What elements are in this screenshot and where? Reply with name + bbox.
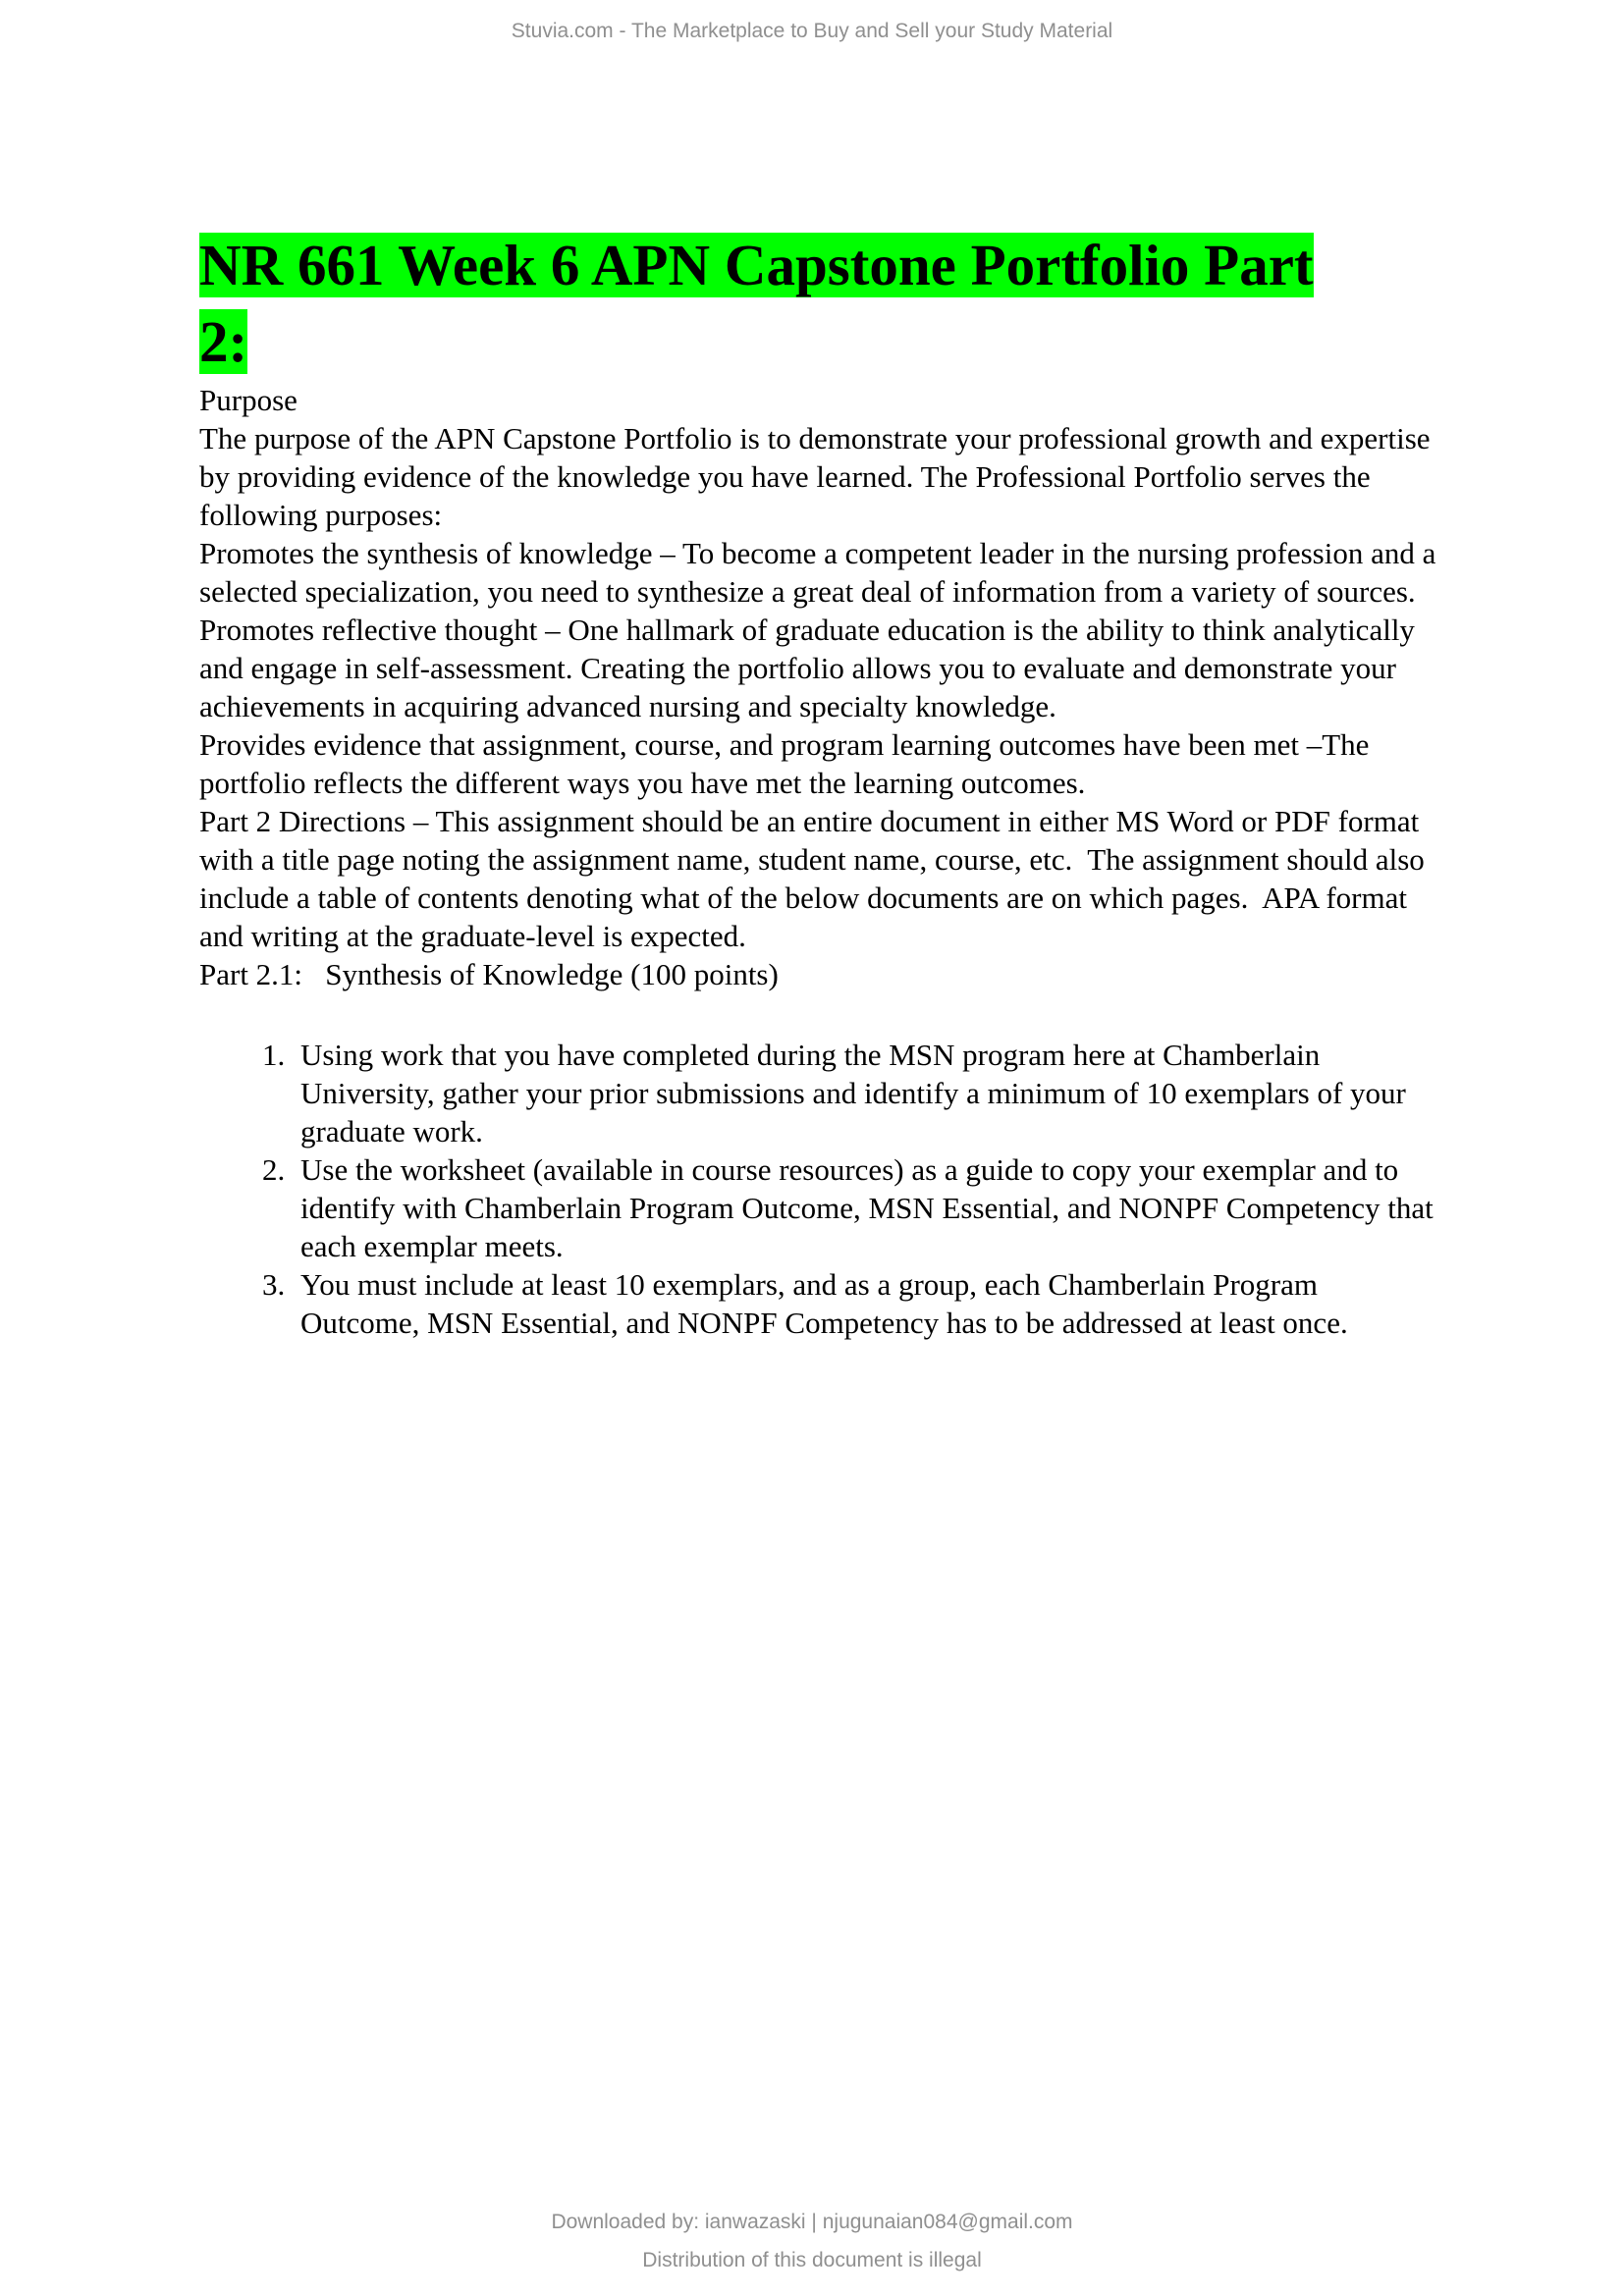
site-watermark-header: Stuvia.com - The Marketplace to Buy and Sell your Study Material <box>511 20 1113 42</box>
promotes-reflective-paragraph: Promotes reflective thought – One hallmark of graduate education is the ability to think analytically and engage in self-assessment. Creating the portfolio allows you to evaluate and demonstrate your achievements in acquiring advanced nursing and specialty knowledge. <box>199 613 1415 724</box>
list-item-2: 2. Use the worksheet (available in course resources) as a guide to copy your exemplar and to identify with Chamberlain Program Outcome, MSN Essential, and NONPF Competency that each exemplar meets. <box>293 1150 1442 1265</box>
document-content <box>199 0 1442 1342</box>
synthesis-instructions-list <box>199 1036 1442 1342</box>
part21-heading: Part 2.1: Synthesis of Knowledge (100 points) <box>199 957 779 992</box>
purpose-paragraph: The purpose of the APN Capstone Portfolio is to demonstrate your professional growth and expertise by providing evidence of the knowledge you have learned. The Professional Portfolio serves the following purposes: <box>199 420 1431 532</box>
list-item-3: 3. You must include at least 10 exemplars, and as a group, each Chamberlain Program Outcome, MSN Essential, and NONPF Competency has to be addressed at least once. <box>293 1265 1442 1342</box>
part2-directions-paragraph: Part 2 Directions – This assignment should be an entire document in either MS Word or PDF format with a title page noting the assignment name, student name, course, etc. The assignment should also include a table of contents denoting what of the below documents are on which pages. APA format and writing at the graduate-level is expected. <box>199 804 1425 954</box>
document-title <box>199 228 1442 381</box>
title-line-2: 2: <box>199 308 248 374</box>
footer-downloaded-by: Downloaded by: ianwazaski | njugunaian084@gmail.com <box>551 2211 1073 2234</box>
list-item-1: 1. Using work that you have completed during the MSN program here at Chamberlain University, gather your prior submissions and identify a minimum of 10 exemplars of your graduate work. <box>293 1036 1442 1150</box>
promotes-synthesis-paragraph: Promotes the synthesis of knowledge – To become a competent leader in the nursing profession and a selected specialization, you need to synthesize a great deal of information from a variety of sources. <box>199 535 1436 609</box>
provides-evidence-paragraph: Provides evidence that assignment, course, and program learning outcomes have been met –The portfolio reflects the different ways you have met the learning outcomes. <box>199 727 1370 801</box>
purpose-heading: Purpose <box>199 382 298 417</box>
document-footer <box>0 2204 1624 2280</box>
title-line-1: NR 661 Week 6 APN Capstone Portfolio Part <box>199 233 1314 297</box>
footer-distribution-warning: Distribution of this document is illegal <box>642 2249 982 2272</box>
